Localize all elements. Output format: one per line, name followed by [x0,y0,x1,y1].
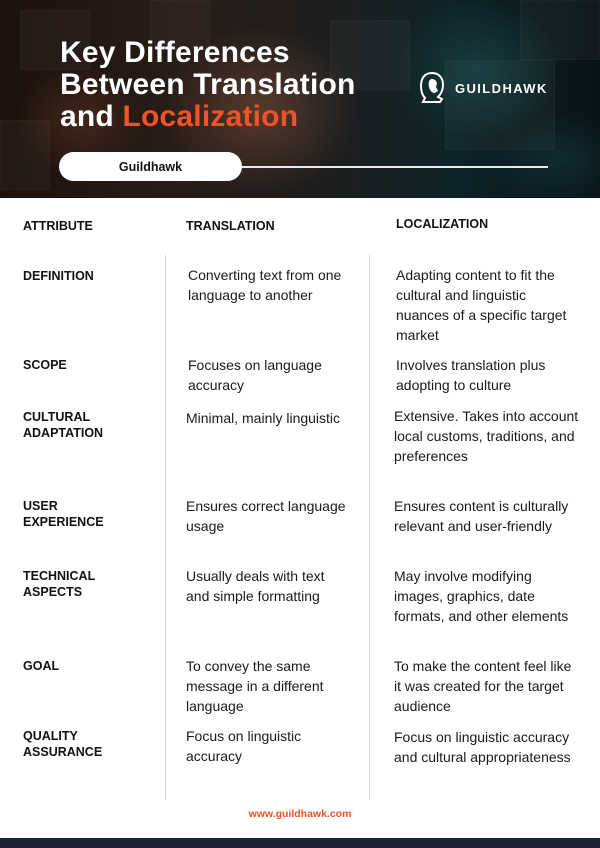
row-label-text: USER [23,499,58,513]
title-line-2: Between Translation [60,68,356,101]
row-label [23,728,143,760]
translation-cell: Converting text from one language to another [188,267,342,303]
row-label-text: GOAL [23,659,60,673]
helmet-logo-icon [418,71,446,105]
column-header-attribute: ATTRIBUTE [23,219,93,233]
column-divider [165,255,166,800]
row-label [23,409,143,441]
row-label [23,568,143,600]
translation-cell: Usually deals with text and simple formatting [186,568,325,604]
title-line-1: Key Differences [60,36,290,69]
row-label-text: QUALITY [23,729,78,743]
localization-cell: Extensive. Takes into account local customs, traditions, and preferences [394,408,579,464]
localization-cell: Adapting content to fit the cultural and linguistic nuances of a specific target market [396,267,567,343]
row-label-text: TECHNICAL [23,569,96,583]
translation-cell: To convey the same message in a different language [186,658,324,714]
title-line-3 [60,101,356,133]
localization-cell: Ensures content is culturally relevant and user-friendly [394,498,569,534]
brand-name: GUILDHAWK [455,80,548,96]
brand-logo-group [418,71,548,105]
website-link[interactable]: www.guildhawk.com [248,808,352,820]
page-title [60,37,356,133]
localization-cell: Focus on linguistic accuracy and cultural appropriateness [394,729,571,765]
title-accent: Localization [122,100,299,133]
translation-cell: Ensures correct language usage [186,498,346,534]
translation-cell: Focuses on language accuracy [188,357,322,393]
footer-bar [0,838,600,848]
row-label-text: EXPERIENCE [23,515,104,529]
row-label-text: ASSURANCE [23,745,103,759]
hero-banner [0,0,600,198]
row-label [23,658,143,674]
row-label [23,357,143,373]
divider-line [242,166,548,168]
row-label [23,268,143,284]
column-header-translation: TRANSLATION [186,219,275,233]
translation-cell: Minimal, mainly linguistic [186,410,341,426]
row-label-text: SCOPE [23,358,67,372]
row-label-text: ADAPTATION [23,426,104,440]
row-label-text: DEFINITION [23,269,94,283]
row-label-text: CULTURAL [23,410,91,424]
translation-cell: Focus on linguistic accuracy [186,728,302,764]
brand-pill: Guildhawk [59,152,242,181]
column-divider [369,255,370,800]
row-label [23,498,143,530]
title-prefix: and [60,100,123,133]
localization-cell: May involve modifying images, graphics, date formats, and other elements [394,568,569,624]
row-label-text: ASPECTS [23,585,83,599]
localization-cell: To make the content feel like it was created for the target audience [394,658,572,714]
column-header-localization: LOCALIZATION [396,217,489,231]
localization-cell: Involves translation plus adopting to culture [396,357,546,393]
